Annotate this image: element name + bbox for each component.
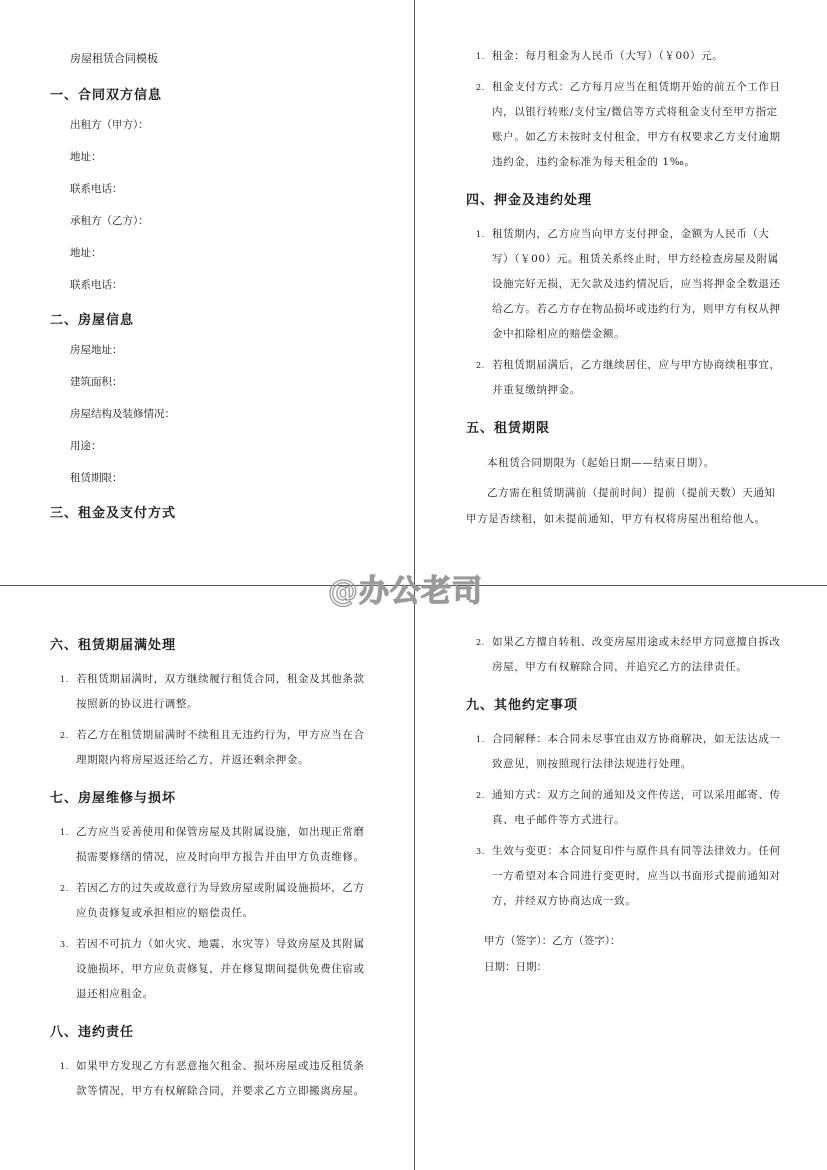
- item-number: 2.: [60, 731, 69, 740]
- list-item: [50, 723, 368, 773]
- item-text: 如果甲方发现乙方有恶意拖欠租金、损坏房屋或违反租赁条款等情况，甲方有权解除合同，并要求乙方立即搬离房屋。: [76, 1060, 365, 1097]
- watermark: @办公老司: [328, 574, 483, 609]
- item-text: 若租赁期届满时，双方继续履行租赁合同，租金及其他条款按照新的协议进行调整。: [76, 673, 365, 710]
- item-text: 租金：每月租金为人民币（大写）（￥00）元。: [492, 50, 724, 62]
- signature-line: 甲方（签字）：乙方（签字）：: [484, 935, 621, 947]
- item-text: 如果乙方擅自转租、改变房屋用途或未经甲方同意擅自拆改房屋，甲方有权解除合同，并追究乙方的法律责任。: [492, 636, 781, 673]
- item-text: 若租赁期届满后，乙方继续居住，应与甲方协商续租事宜，并重复缴纳押金。: [492, 359, 781, 396]
- item-text: 生效与变更：本合同复印件与原件具有同等法律效力。任何一方希望对本合同进行变更时，应当以书面形式提前通知对方，并经双方协商达成一致。: [492, 845, 781, 907]
- field-house-address: 房屋地址：: [70, 344, 123, 356]
- section-2-heading: 二、房屋信息: [50, 313, 135, 328]
- list-item: [50, 876, 368, 926]
- item-number: 3.: [60, 940, 69, 949]
- item-number: 1.: [476, 52, 485, 61]
- field-tenant: 承租方（乙方）：: [70, 215, 149, 227]
- section-3-heading: 三、租金及支付方式: [50, 506, 177, 521]
- item-number: 2.: [476, 791, 485, 800]
- section-8-list-continued: [466, 630, 783, 680]
- page-1: [0, 0, 414, 586]
- section-8-list: [50, 1054, 368, 1104]
- section-4-list: [466, 222, 783, 403]
- item-number: 1.: [476, 230, 485, 239]
- list-item: [466, 222, 783, 347]
- item-number: 2.: [476, 361, 485, 370]
- date-line: 日期：日期：: [484, 961, 547, 973]
- item-text: 乙方应当妥善使用和保管房屋及其附属设施，如出现正常磨损需要修缮的情况，应及时向甲方报告并由甲方负责维修。: [76, 826, 365, 863]
- field-landlord: 出租方（甲方）：: [70, 119, 149, 131]
- list-item: [466, 353, 783, 403]
- section-8-heading: 八、违约责任: [50, 1025, 135, 1040]
- section-6-list: [50, 667, 368, 773]
- item-number: 1.: [60, 1062, 69, 1071]
- item-text: 合同解释：本合同未尽事宜由双方协商解决，如无法达成一致意见，则按照现行法律法规进行处理。: [492, 733, 781, 770]
- list-item: [466, 727, 783, 777]
- list-item: [50, 932, 368, 1007]
- field-landlord-phone: 联系电话：: [70, 183, 123, 195]
- list-item: [466, 75, 783, 175]
- item-number: 2.: [60, 884, 69, 893]
- section-1-heading: 一、合同双方信息: [50, 88, 163, 103]
- page-3: [0, 586, 414, 1170]
- list-item: [466, 839, 783, 914]
- item-number: 2.: [476, 638, 485, 647]
- item-text: 租赁期内，乙方应当向甲方支付押金，金额为人民币（大写）（￥00）元。租赁关系终止时，甲方经检查房屋及附属设施完好无损，无欠款及违约情况后，应当将押金全数退还给乙方。若乙方存在物品损坏或违约行为，则甲方有权从押金中扣除相应的赔偿金额。: [492, 228, 781, 340]
- item-number: 1.: [60, 675, 69, 684]
- signature-block: [484, 928, 783, 980]
- item-text: 若乙方在租赁期届满时不续租且无违约行为，甲方应当在合理期限内将房屋返还给乙方，并返还剩余押金。: [76, 729, 365, 766]
- section-6-heading: 六、租赁期届满处理: [50, 638, 177, 653]
- document-title: 房屋租赁合同模板: [70, 52, 158, 65]
- item-text: 若因乙方的过失或故意行为导致房屋或附属设施损坏，乙方应负责修复或承担相应的赔偿责任。: [76, 882, 365, 919]
- field-tenant-phone: 联系电话：: [70, 279, 123, 291]
- list-item: [50, 820, 368, 870]
- item-text: 若因不可抗力（如火灾、地震、水灾等）导致房屋及其附属设施损坏，甲方应负责修复，并在修复期间提供免费住宿或退还相应租金。: [76, 938, 365, 1000]
- field-structure-decoration: 房屋结构及装修情况：: [70, 408, 175, 420]
- page-2: [414, 0, 827, 586]
- item-number: 1.: [476, 735, 485, 744]
- section-3-list: [466, 44, 783, 175]
- section-9-list: [466, 727, 783, 914]
- list-item: [466, 630, 783, 680]
- list-item: [466, 783, 783, 833]
- field-usage: 用途：: [70, 440, 102, 452]
- list-item: [50, 1054, 368, 1104]
- section-9-heading: 九、其他约定事项: [466, 698, 579, 713]
- section-5-heading: 五、租赁期限: [466, 421, 551, 436]
- page-4: [414, 586, 827, 1170]
- field-tenant-address: 地址：: [70, 247, 102, 259]
- item-text: 租金支付方式：乙方每月应当在租赁期开始的前五个工作日内，以银行转账/支付宝/微信等方式将租金支付至甲方指定账户。如乙方未按时支付租金，甲方有权要求乙方支付逾期违约金，违约金标准为每天租金的 1‰。: [492, 81, 781, 168]
- section-4-heading: 四、押金及违约处理: [466, 193, 593, 208]
- item-text: 通知方式：双方之间的通知及文件传送，可以采用邮寄、传真、电子邮件等方式进行。: [492, 789, 781, 826]
- lease-term-paragraph: 本租赁合同期限为（起始日期——结束日期）。: [487, 457, 715, 469]
- item-number: 2.: [476, 83, 485, 92]
- section-7-heading: 七、房屋维修与损坏: [50, 791, 177, 806]
- field-lease-term: 租赁期限：: [70, 472, 123, 484]
- list-item: [466, 44, 783, 69]
- renewal-notice-paragraph: 乙方需在租赁期满前（提前时间）提前（提前天数）天通知甲方是否续租，如未提前通知，甲方有权将房屋出租给他人。: [466, 487, 776, 525]
- field-floor-area: 建筑面积：: [70, 376, 123, 388]
- list-item: [50, 667, 368, 717]
- item-number: 1.: [60, 828, 69, 837]
- section-7-list: [50, 820, 368, 1007]
- field-landlord-address: 地址：: [70, 151, 102, 163]
- item-number: 3.: [476, 847, 485, 856]
